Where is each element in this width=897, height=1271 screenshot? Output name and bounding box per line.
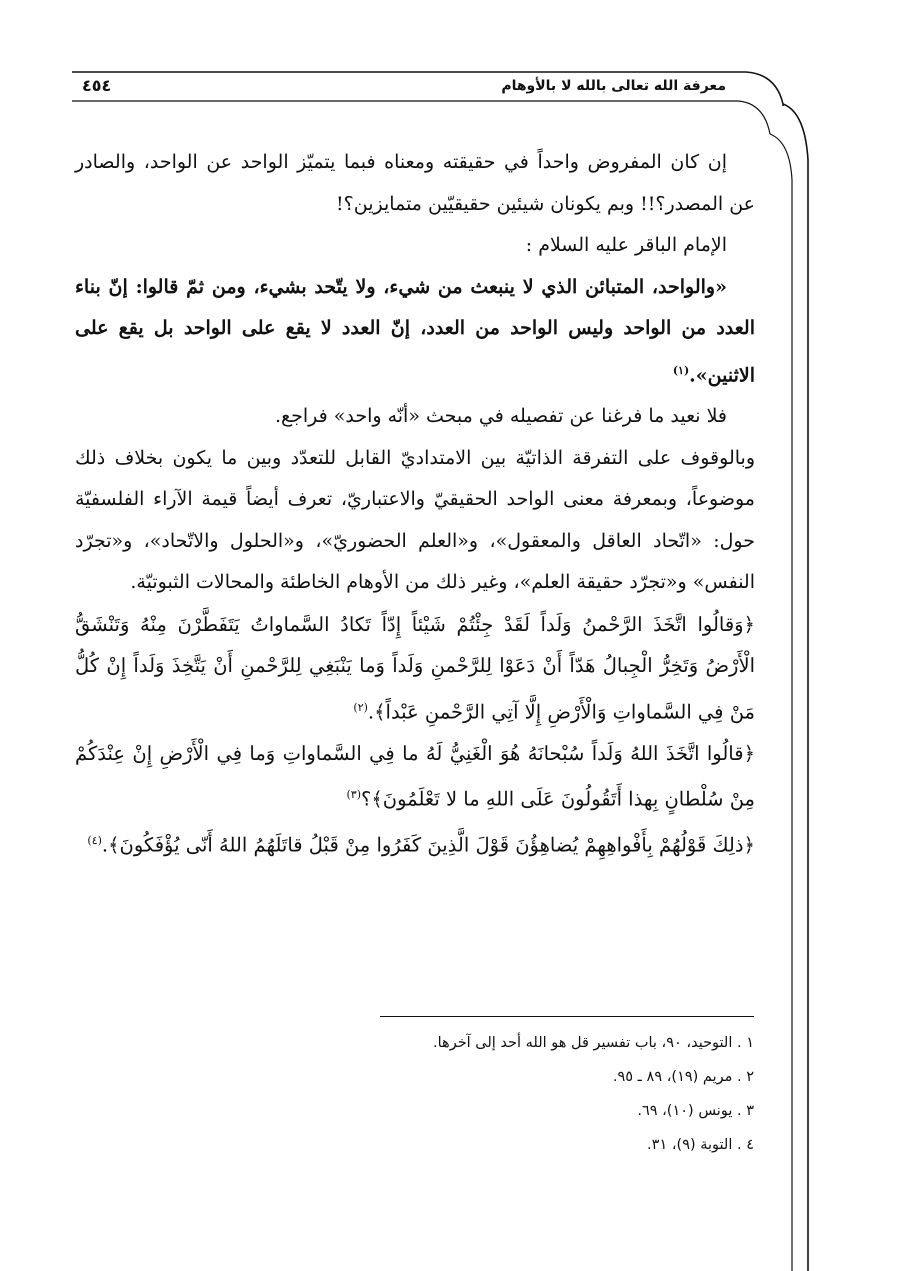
- page-number: ٤٥٤: [82, 76, 112, 95]
- paragraph-question: إن كان المفروض واحداً في حقيقته ومعناه فبما يتميّز الواحد عن الواحد، والصادر عن المصدر؟!! وبم يكونان شيئين حقيقيّين متمايزين؟!: [75, 151, 755, 215]
- quran-verse-2: [75, 733, 755, 821]
- footnote-ref-3: (٣): [346, 788, 362, 802]
- footnote-ref-2: (٢): [353, 700, 368, 714]
- footnote-2: ٢ . مريم (١٩)، ٨٩ ـ ٩٥.: [612, 1069, 754, 1085]
- page-header: [78, 72, 738, 100]
- header-underline: [72, 101, 770, 134]
- footnote-ref-1: (١): [672, 363, 690, 377]
- hadith-text: «والواحد، المتبائن الذي لا ينبعث من شيء، ولا يتّحد بشيء، ومن ثمّ قالوا: إنّ بناء العدد من الواحد وليس الواحد من العدد، إنّ العدد لا يقع على الواحد بل يقع على الاثنين».: [75, 275, 755, 386]
- running-title: معرفة الله تعالى بالله لا بالأوهام: [501, 78, 726, 94]
- footnotes: [330, 1026, 754, 1162]
- quran-verse-3-text: ﴿ذلِكَ قَوْلُهُمْ بِأَفْواهِهِمْ يُضاهِؤُنَ قَوْلَ الَّذِينَ كَفَرُوا مِنْ قَبْلُ قاتَلَهُمُ اللهُ أَنّى يُؤْفَكُونَ﴾.: [101, 833, 755, 857]
- outer-margin-line: [783, 104, 808, 1271]
- footnote-ref-4: (٤): [87, 834, 102, 848]
- quran-verse-2-text: ﴿قالُوا اتَّخَذَ اللهُ وَلَداً سُبْحانَهُ هُوَ الْغَنِيُّ لَهُ ما فِي السَّماواتِ وَما فِي الْأَرْضِ إِنْ عِنْدَكُمْ مِنْ سُلْطانٍ بِهذا أَتَقُولُونَ عَلَى اللهِ ما لا تَعْلَمُونَ﴾؟: [75, 741, 755, 811]
- main-text: [75, 142, 755, 866]
- quran-verse-1-text: ﴿وَقالُوا اتَّخَذَ الرَّحْمنُ وَلَداً لَقَدْ جِئْتُمْ شَيْئاً إِدّاً تَكادُ السَّماواتُ يَتَفَطَّرْنَ مِنْهُ وَتَنْشَقُّ الْأَرْضُ وَتَخِرُّ الْجِبالُ هَدّاً أَنْ دَعَوْا لِلرَّحْمنِ وَلَداً وَما يَنْبَغِي لِلرَّحْمنِ أَنْ يَتَّخِذَ وَلَداً إِنْ كُلُّ مَنْ فِي السَّماواتِ وَالْأَرْضِ إِلَّا آتِي الرَّحْمنِ عَبْداً﴾.: [75, 612, 755, 724]
- footnote-1: ١ . التوحيد، ٩٠، باب تفسير قل هو الله أحد إلى آخرها.: [433, 1035, 754, 1051]
- paragraph-discussion: وبالوقوف على التفرقة الذاتيّة بين الامتداديّ القابل للتعدّد وبين ما يكون بخلاف ذلك موضوعاً، وبمعرفة معنى الواحد الحقيقيّ والاعتباريّ، تعرف أيضاً قيمة الآراء الفلسفيّة حول: «اتّحاد العاقل والمعقول»، و«العلم الحضوريّ»، و«الحلول والاتّحاد»، و«تجرّد النفس» و«تجرّد حقيقة العلم»، وغير ذلك من الأوهام الخاطئة والمحالات الثبوتيّة.: [75, 446, 755, 594]
- footnote-3: ٣ . يونس (١٠)، ٦٩.: [637, 1103, 754, 1119]
- footnote-4: ٤ . التوبة (٩)، ٣١.: [647, 1137, 754, 1153]
- imam-label: الإمام الباقر عليه السلام :: [525, 234, 727, 256]
- hadith-quote: [75, 267, 755, 397]
- paragraph-refer: فلا نعيد ما فرغنا عن تفصيله في مبحث «أنّه واحد» فراجع.: [274, 405, 727, 428]
- footnote-separator: [380, 1016, 754, 1017]
- inner-margin-line: [770, 134, 792, 1271]
- quran-verse-3: [75, 820, 755, 866]
- quran-verse-1: [75, 604, 755, 733]
